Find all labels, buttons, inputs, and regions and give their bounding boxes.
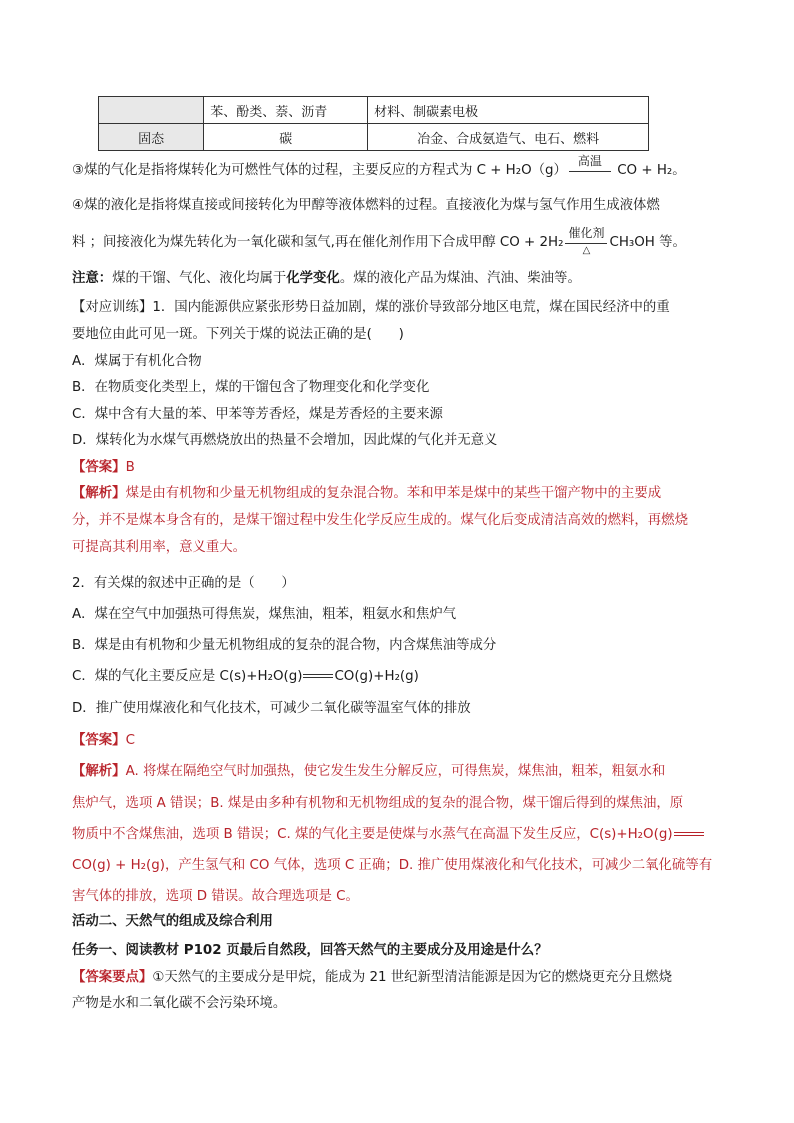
- question-1-answer: [72, 458, 135, 478]
- question-2-option-d: D．推广使用煤液化和气化技术，可减少二氧化碳等温室气体的排放: [72, 701, 471, 716]
- analysis-label: 【解析】: [72, 764, 126, 779]
- answer-value: B: [125, 460, 135, 475]
- option-text: CO(g)+H₂(g): [334, 669, 419, 684]
- liquefaction-product: CH₃OH 等。: [609, 235, 686, 250]
- question-2-option-c: [72, 667, 419, 687]
- question-2-option-b: B．煤是由有机物和少量无机物组成的复杂的混合物，内含煤焦油等成分: [72, 638, 497, 653]
- gasification-products: CO + H₂。: [612, 163, 686, 178]
- gasification-text: ③煤的气化是指将煤转化为可燃性气体的过程，主要反应的方程式为 C + H₂O（g）: [72, 163, 567, 178]
- question-1-stem: 要地位由此可见一斑。下列关于煤的说法正确的是( ): [72, 327, 404, 342]
- answer-key-line-2: 产物是水和二氧化碳不会污染环境。: [72, 996, 287, 1011]
- gasification-paragraph: [72, 154, 686, 181]
- table-row: [99, 97, 649, 124]
- question-2-analysis: [72, 762, 665, 782]
- question-1-analysis: 可提高其利用率，意义重大。: [72, 540, 247, 555]
- liquefaction-line-2: [72, 226, 686, 256]
- question-2-analysis: 焦炉气，选项 A 错误；B. 煤是由多种有机物和无机物组成的复杂的混合物，煤干馏后得到的煤焦油，原: [72, 796, 684, 811]
- question-2-answer: [72, 731, 135, 751]
- table-cell: [99, 97, 204, 124]
- note-emphasis: 化学变化: [286, 271, 340, 286]
- question-1-analysis: 分，并不是煤本身含有的，是煤干馏过程中发生化学反应生成的。煤气化后变成清洁高效的燃料，再燃烧: [72, 513, 688, 528]
- table-cell: 苯、酚类、萘、沥青: [204, 97, 368, 124]
- analysis-text: 物质中不含煤焦油，选项 B 错误；C. 煤的气化主要是使煤与水蒸气在高温下发生反应，C(s)+H₂O(g): [72, 827, 673, 842]
- answer-key-label: 【答案要点】: [72, 970, 153, 985]
- analysis-text: 煤是由有机物和少量无机物组成的复杂混合物。苯和甲苯是煤中的某些干馏产物中的主要成: [125, 486, 662, 501]
- answer-label: 【答案】: [72, 733, 126, 748]
- equals-sign: [674, 832, 704, 836]
- table-row: [99, 124, 649, 151]
- answer-label: 【答案】: [72, 460, 126, 475]
- question-2-analysis: CO(g) + H₂(g)，产生氢气和 CO 气体，选项 C 正确；D. 推广使用煤液化和气化技术，可减少二氧化硫等有: [72, 858, 713, 873]
- question-1-analysis: [72, 484, 661, 504]
- question-2-option-a: A．煤在空气中加强热可得焦炭，煤焦油，粗苯，粗氨水和焦炉气: [72, 607, 457, 622]
- table-cell: 冶金、合成氨造气、电石、燃料: [368, 124, 649, 151]
- table-cell: 碳: [204, 124, 368, 151]
- equals-sign: [303, 674, 333, 678]
- catalyst-label: 催化剂: [568, 226, 605, 240]
- question-1-option-d: D．煤转化为水煤气再燃烧放出的热量不会增加，因此煤的气化并无意义: [72, 433, 498, 448]
- note-text: 。煤的液化产品为煤油、汽油、柴油等。: [339, 271, 581, 286]
- question-1-option-c: C．煤中含有大量的苯、甲苯等芳香烃，煤是芳香烃的主要来源: [72, 407, 443, 422]
- answer-key-text: ①天然气的主要成分是甲烷，能成为 21 世纪新型清洁能源是因为它的燃烧更充分且燃烧: [152, 970, 672, 985]
- question-1-stem: 【对应训练】1．国内能源供应紧张形势日益加剧，煤的涨价导致部分地区电荒，煤在国民经济中的重: [72, 300, 670, 315]
- answer-value: C: [125, 733, 135, 748]
- condition-label: 高温: [577, 154, 602, 168]
- task-1-prompt: 任务一、阅读教材 P102 页最后自然段，回答天然气的主要成分及用途是什么？: [72, 943, 548, 958]
- question-2-analysis: [72, 825, 705, 845]
- reaction-condition: [563, 226, 609, 256]
- analysis-text: A. 将煤在隔绝空气时加强热，使它发生发生分解反应，可得焦炭，煤焦油，粗苯，粗氨水和: [125, 764, 666, 779]
- table-cell: 材料、制碳素电极: [368, 97, 649, 124]
- reaction-arrow: [569, 171, 611, 172]
- liquefaction-text: 料 ；间接液化为煤先转化为一氧化碳和氢气,再在催化剂作用下合成甲醇 CO + 2H₂: [72, 235, 564, 250]
- coal-products-table: [98, 96, 649, 151]
- reaction-condition: [567, 154, 613, 181]
- option-text: C．煤的气化主要反应是 C(s)+H₂O(g): [72, 669, 303, 684]
- analysis-label: 【解析】: [72, 486, 126, 501]
- answer-key-line-1: [72, 968, 672, 988]
- note-paragraph: [72, 269, 581, 289]
- activity-2-title: 活动二、天然气的组成及综合利用: [72, 914, 273, 929]
- heat-symbol: △: [582, 245, 591, 256]
- question-1-option-a: A．煤属于有机化合物: [72, 354, 202, 369]
- question-1-option-b: B．在物质变化类型上，煤的干馏包含了物理变化和化学变化: [72, 380, 430, 395]
- question-2-stem: 2．有关煤的叙述中正确的是（ ）: [72, 576, 295, 591]
- note-text: 煤的干馏、气化、液化均属于: [112, 271, 287, 286]
- table-cell: 固态: [99, 124, 204, 151]
- liquefaction-line-1: ④煤的液化是指将煤直接或间接转化为甲醇等液体燃料的过程。直接液化为煤与氢气作用生成液体燃: [72, 198, 660, 213]
- question-2-analysis: 害气体的排放，选项 D 错误。故合理选项是 C。: [72, 889, 359, 904]
- note-label: 注意：: [72, 271, 113, 286]
